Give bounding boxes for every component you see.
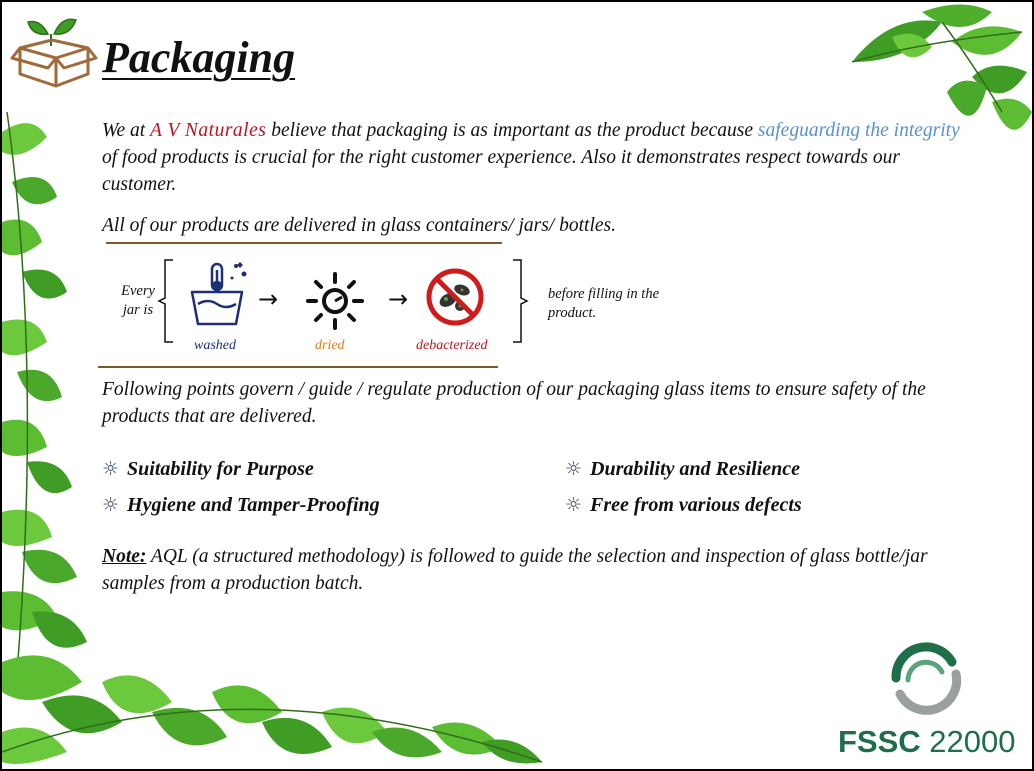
intro-text-2: believe that packaging is as important as the product because — [266, 120, 754, 141]
delivery-text: All of our products are delivered in glass containers/ jars/ bottles. — [102, 215, 617, 236]
process-prefix: Every jar is — [121, 283, 155, 318]
intro-paragraph — [102, 117, 962, 198]
fssc-logo-text — [838, 724, 1016, 760]
washing-bowl-icon — [188, 258, 252, 330]
sun-icon — [304, 270, 366, 332]
point-label: Durability and Resilience — [590, 458, 801, 480]
point-label: Free from various defects — [590, 494, 802, 516]
note-text: AQL (a structured methodology) is followed to guide the selection and inspection of glass bottle/jar samples from a production batch. — [102, 546, 928, 594]
point-label: Suitability for Purpose — [127, 458, 314, 480]
fssc-logo-bold: FSSC — [838, 724, 921, 759]
arrow-right-icon: → — [388, 285, 409, 313]
leaves-bottom-decoration — [2, 602, 562, 769]
intro-highlight: safeguarding the integrity — [757, 120, 960, 141]
point-hygiene — [102, 494, 380, 517]
note-label: Note: — [102, 546, 147, 567]
step-label-dried: dried — [315, 338, 345, 353]
step-label-debacterized: debacterized — [416, 338, 488, 353]
divider-bottom — [98, 366, 498, 368]
intro-text-1: We at — [102, 120, 151, 141]
process-suffix: before filling in the product. — [548, 286, 660, 321]
sun-bullet-icon: ☼ — [565, 494, 583, 516]
left-brace — [157, 258, 177, 344]
right-brace — [509, 258, 529, 344]
leaves-left-decoration — [2, 112, 112, 672]
point-durability — [565, 458, 800, 481]
no-bacteria-icon — [424, 266, 486, 328]
box-sprout-icon — [10, 14, 98, 88]
point-label: Hygiene and Tamper-Proofing — [127, 494, 380, 516]
arrow-right-icon: → — [258, 285, 279, 313]
intro-text-3: of food products is crucial for the right customer experience. Also it demonstrates respect towards our customer. — [102, 147, 900, 195]
point-defects — [565, 494, 802, 517]
fssc-logo-icon — [886, 638, 966, 718]
step-label-washed: washed — [194, 338, 236, 353]
brand-name: A V Naturales — [150, 120, 267, 141]
sun-bullet-icon: ☼ — [102, 458, 120, 480]
sun-bullet-icon: ☼ — [565, 458, 583, 480]
point-suitability — [102, 458, 314, 481]
note-paragraph — [102, 543, 982, 597]
guide-paragraph: Following points govern / guide / regulate production of our packaging glass items to ensure safety of the products that are delivered. — [102, 379, 926, 427]
sun-bullet-icon: ☼ — [102, 494, 120, 516]
fssc-logo-number: 22000 — [920, 724, 1016, 759]
divider-top — [106, 242, 502, 244]
page-title: Packaging — [102, 33, 296, 82]
